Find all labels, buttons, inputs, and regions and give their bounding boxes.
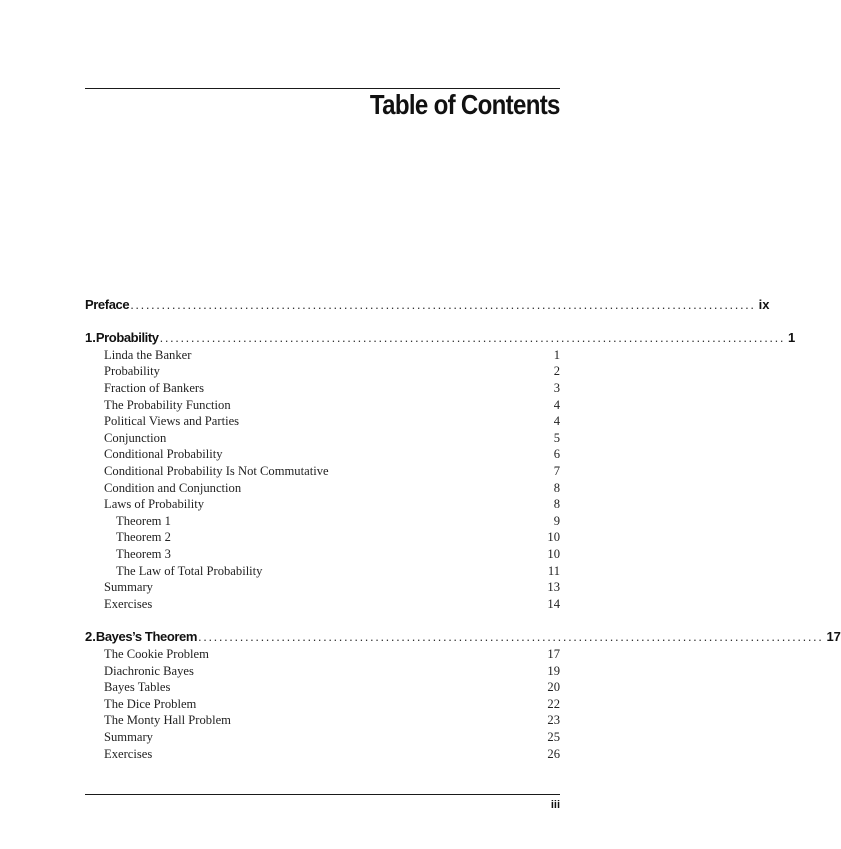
toc-page-number: ix (758, 297, 770, 312)
toc-entry-label: Conditional Probability (104, 447, 223, 461)
toc-page-number: 8 (553, 497, 560, 511)
toc-entry-label: Conditional Probability Is Not Commutative (104, 464, 329, 478)
toc-section[interactable] (104, 597, 560, 612)
toc-page-number: 17 (547, 647, 560, 661)
chapter-number: 2. (85, 629, 96, 644)
page-title: Table of Contents (370, 89, 560, 120)
toc-entry-label: Bayes’s Theorem (95, 629, 198, 644)
toc-entry-label: Preface (85, 297, 130, 312)
toc-entry-label: The Law of Total Probability (116, 564, 263, 578)
toc-page-number: 5 (553, 431, 560, 445)
toc-entry-label: Theorem 1 (116, 514, 171, 528)
toc-page-number: 14 (547, 597, 560, 611)
toc-entry-label: Conjunction (104, 431, 167, 445)
toc-page-number: 9 (553, 514, 560, 528)
toc-section[interactable] (104, 447, 560, 462)
toc-page-number: 20 (547, 680, 560, 694)
toc-page-number: 7 (553, 464, 560, 478)
toc-section[interactable] (104, 697, 560, 712)
toc-section[interactable] (104, 481, 560, 496)
toc-entry-label: Diachronic Bayes (104, 664, 194, 678)
toc-entry-label: Probability (104, 364, 160, 378)
toc-section[interactable] (104, 364, 560, 379)
toc-page-number: 22 (547, 697, 560, 711)
toc-page-number: 10 (547, 547, 560, 561)
toc-page-number: 11 (547, 564, 560, 578)
toc-entry-label: Linda the Banker (104, 348, 192, 362)
toc-entry-label: Summary (104, 580, 153, 594)
dot-leader: ........................................................................................................................ (159, 330, 786, 345)
toc-page-number: 23 (547, 713, 560, 727)
bottom-rule (85, 794, 560, 795)
toc-entry-label: Theorem 2 (116, 530, 171, 544)
toc-page-number: 13 (547, 580, 560, 594)
toc-entry-label: Exercises (104, 747, 153, 761)
toc-entry-label: Summary (104, 730, 153, 744)
toc-section[interactable] (104, 664, 560, 679)
toc-section[interactable] (104, 747, 560, 762)
toc-page-number: 1 (788, 330, 796, 345)
dot-leader: ........................................................................................................................ (198, 629, 824, 644)
toc-entry-preface[interactable] (85, 297, 770, 312)
toc-entry-label: Theorem 3 (116, 547, 171, 561)
toc-subsection[interactable] (116, 530, 560, 545)
toc-entry-label: Bayes Tables (104, 680, 171, 694)
toc-section[interactable] (104, 398, 560, 413)
toc-page-number: 1 (553, 348, 560, 362)
toc-entry-label: Fraction of Bankers (104, 381, 205, 395)
toc-entry-label: The Cookie Problem (104, 647, 209, 661)
toc-entry-label: Laws of Probability (104, 497, 205, 511)
chapter-number: 1. (85, 330, 96, 345)
toc-section[interactable] (104, 647, 560, 662)
toc-page-number: 6 (553, 447, 560, 461)
toc-page-number: 26 (547, 747, 560, 761)
dot-leader: ........................................................................................................................ (130, 297, 756, 312)
toc-entry-label: The Probability Function (104, 398, 231, 412)
toc-chapter-1[interactable] (85, 330, 796, 345)
toc-page-number: 10 (547, 530, 560, 544)
toc-page-number: 25 (547, 730, 560, 744)
toc-page-number: 19 (547, 664, 560, 678)
toc-section[interactable] (104, 580, 560, 595)
toc-section[interactable] (104, 497, 560, 512)
toc-chapter-2[interactable] (85, 629, 841, 644)
toc-subsection[interactable] (116, 547, 560, 562)
toc-page-number: 4 (553, 398, 560, 412)
toc-section[interactable] (104, 431, 560, 446)
toc-subsection[interactable] (116, 514, 560, 529)
toc-page-number: 17 (826, 629, 841, 644)
toc-subsection[interactable] (116, 564, 560, 579)
toc-entry-label: The Dice Problem (104, 697, 197, 711)
toc-section[interactable] (104, 713, 560, 728)
toc-entry-label: Condition and Conjunction (104, 481, 242, 495)
toc-page-number: 4 (553, 414, 560, 428)
toc-section[interactable] (104, 680, 560, 695)
toc-entry-label: Exercises (104, 597, 153, 611)
toc-page-number: 2 (553, 364, 560, 378)
toc-section[interactable] (104, 464, 560, 479)
toc-entry-label: The Monty Hall Problem (104, 713, 231, 727)
toc-entry-label: Political Views and Parties (104, 414, 240, 428)
page-folio: iii (550, 799, 560, 811)
toc-page-number: 8 (553, 481, 560, 495)
toc-section[interactable] (104, 414, 560, 429)
toc-section[interactable] (104, 730, 560, 745)
toc-section[interactable] (104, 381, 560, 396)
toc-entry-label: Probability (95, 330, 159, 345)
toc-section[interactable] (104, 348, 560, 363)
toc-page-number: 3 (553, 381, 560, 395)
